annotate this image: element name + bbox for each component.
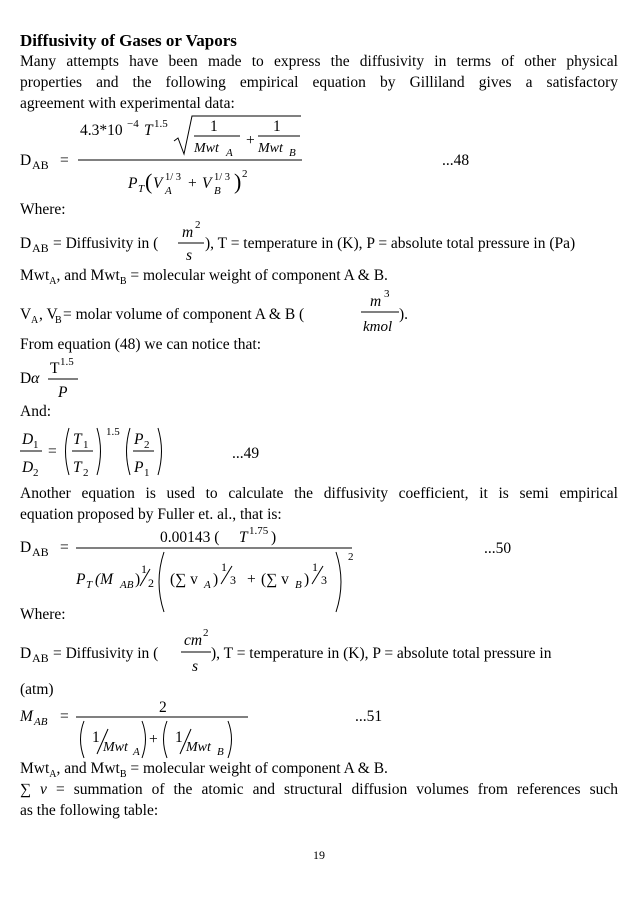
eq48-lhs: D	[20, 152, 32, 169]
eq51-a-mwt: Mwt	[103, 740, 128, 755]
intro-line-3: agreement with experimental data:	[20, 95, 235, 112]
eq50-den-M-close: )	[135, 571, 141, 588]
section-title: Diffusivity of Gases or Vapors	[20, 31, 237, 50]
eq50-num-close: )	[271, 529, 277, 546]
eq50-den-M-sub: AB	[120, 579, 134, 591]
equation-49	[18, 420, 318, 482]
eq49-t2-sub: 2	[83, 467, 89, 479]
intro-line-2: properties and the following empirical equation by Gilliland gives a satisfactory	[20, 74, 618, 91]
def1-text-a: = Diffusivity in (	[53, 235, 159, 252]
eq49-d2: D	[22, 459, 34, 476]
vdef-frac-num-exp: 3	[384, 288, 390, 300]
svg-text:=: =	[60, 539, 69, 556]
eq50-den-P: P	[76, 571, 86, 588]
equation-51	[18, 699, 418, 761]
eq48-den-P-sub: T	[138, 183, 145, 195]
eq48-den-VA: V	[153, 175, 163, 192]
eq48-mwt-b: Mwt	[258, 141, 283, 156]
where-label-2: Where:	[20, 606, 66, 623]
eq49-p2-sub: 2	[144, 439, 150, 451]
where-label-1: Where:	[20, 201, 66, 218]
prop-alpha: α	[31, 370, 40, 387]
eq48-lhs-sub: AB	[32, 158, 49, 172]
prop-den: P	[58, 384, 68, 401]
eq50-sum-va-close: )	[213, 571, 219, 588]
def2-lhs: D	[20, 645, 32, 662]
vdef-sub-a: A	[31, 315, 39, 326]
eq49-d2-sub: 2	[33, 467, 39, 479]
eq50-half-1: 1	[141, 562, 147, 576]
eq50-lhs-sub: AB	[32, 545, 49, 559]
def2-frac-num: cm	[184, 632, 203, 649]
eq48-one-a: 1	[210, 118, 218, 135]
def1-frac-num: m	[182, 224, 194, 241]
eq50-num-T: T	[239, 529, 248, 546]
eq48-num-exp: −4	[127, 118, 139, 130]
def1-lhs-sub: AB	[32, 241, 49, 255]
def2-line2: (atm)	[20, 681, 54, 698]
eq51-b-sub: B	[217, 746, 224, 758]
eq48-exp-third-b: 1/ 3	[214, 172, 231, 183]
def1-frac-den: s	[186, 247, 193, 264]
mwt1-mid: , and Mwt	[56, 267, 120, 284]
def2-text-a: = Diffusivity in (	[53, 645, 159, 662]
and-label: And:	[20, 403, 51, 420]
eq48-den-P: P	[128, 175, 138, 192]
svg-text:=: =	[60, 708, 69, 725]
eq48-mwt-a-sub: A	[226, 147, 233, 159]
eq50-lhs: D	[20, 539, 32, 556]
eq49-p2: P	[134, 431, 144, 448]
mwt1-text: Mwt	[20, 267, 50, 284]
fuller-line-2: equation proposed by Fuller et. al., that is:	[20, 506, 282, 523]
eq51-lhs-sub: AB	[34, 716, 48, 728]
eq51-tag: ...51	[355, 708, 383, 725]
def2-frac-den: s	[192, 658, 199, 675]
prop-num-exp: 1.5	[60, 356, 74, 368]
eq48-mwt-b-sub: B	[289, 147, 296, 159]
v-definition	[18, 286, 438, 338]
eq48-den-VB-sub: B	[214, 185, 221, 196]
mwt2-sub-b: B	[119, 769, 127, 781]
eq50-tag: ...50	[484, 540, 512, 557]
mwt1-sub-a: A	[49, 276, 57, 288]
dab-definition-1	[18, 216, 623, 266]
eq49-tag: ...49	[232, 445, 260, 462]
prop-lhs: D	[20, 370, 32, 387]
eq48-mwt-a: Mwt	[194, 141, 219, 156]
eq50-sum-va-sub: A	[204, 579, 211, 591]
eq48-tag: ...48	[442, 152, 470, 169]
sum-v-line-2: as the following table:	[20, 802, 159, 819]
eq50-den-sq: 2	[348, 551, 354, 563]
eq48-num-T-exp: 1.5	[154, 118, 168, 130]
def2-lhs-sub: AB	[32, 651, 49, 665]
mwt2-text: Mwt	[20, 760, 50, 777]
eq50-third-a-3: 3	[230, 573, 236, 587]
eq50-sum-vb-sub: B	[295, 579, 302, 591]
svg-text:(: (	[145, 169, 153, 194]
proportionality-relation	[18, 353, 108, 403]
eq50-num-T-exp: 1.75	[249, 526, 269, 537]
eq48-exp-third-a: 1/ 3	[165, 172, 182, 183]
eq48-num-T: T	[144, 122, 153, 139]
eq49-d1-sub: 1	[33, 439, 39, 451]
eq48-one-b: 1	[273, 118, 281, 135]
svg-text:=: =	[60, 152, 69, 169]
sum-v-text: = summation of the atomic and structural diffusion volumes from references such	[46, 781, 618, 798]
eq49-t2: T	[73, 459, 82, 476]
sum-v-line-1	[20, 780, 618, 801]
eq50-half-2: 2	[148, 576, 154, 590]
from-eq48-text: From equation (48) we can notice that:	[20, 336, 262, 353]
dab-definition-2	[18, 622, 623, 677]
vdef-text-c: = molar volume of component A & B (	[63, 306, 305, 323]
svg-text:+: +	[188, 175, 197, 192]
vdef-text-d: ).	[399, 306, 409, 323]
eq49-p1: P	[134, 459, 144, 476]
svg-text:): )	[234, 169, 242, 194]
vdef-frac-den: kmol	[363, 319, 393, 335]
def1-lhs: D	[20, 235, 32, 252]
def1-frac-num-exp: 2	[195, 219, 201, 231]
equation-48	[18, 108, 578, 196]
svg-text:+: +	[246, 132, 255, 149]
eq51-a-one: 1	[92, 729, 100, 746]
eq50-sum-vb-close: )	[304, 571, 310, 588]
sum-v-symbol: ∑ v	[20, 781, 47, 798]
eq49-t1: T	[73, 431, 82, 448]
intro-line-1: Many attempts have been made to express the diffusivity in terms of other physical	[20, 53, 618, 70]
mwt2-end: = molecular weight of component A & B.	[126, 760, 388, 777]
def1-text-b: ), T = temperature in (K), P = absolute total pressure in (Pa)	[205, 235, 576, 252]
def2-frac-num-exp: 2	[203, 627, 209, 639]
eq50-third-a-1: 1	[221, 560, 227, 574]
eq48-num-coef: 4.3*10	[80, 122, 123, 139]
eq49-exp: 1.5	[106, 426, 120, 438]
eq50-den-M: (M	[95, 571, 114, 588]
eq51-b-one: 1	[175, 729, 183, 746]
eq50-third-b-3: 3	[321, 573, 327, 587]
eq48-den-sq: 2	[242, 168, 248, 180]
eq48-den-VB: V	[202, 175, 212, 192]
page-number: 19	[313, 848, 325, 862]
eq49-d1: D	[22, 431, 34, 448]
mwt1-sub-b: B	[119, 276, 127, 288]
eq50-num: 0.00143 (	[160, 529, 220, 546]
eq49-t1-sub: 1	[83, 439, 89, 451]
eq51-a-sub: A	[133, 746, 140, 758]
fuller-line-1: Another equation is used to calculate the diffusivity coefficient, it is semi empirical	[20, 485, 618, 502]
eq50-sum-va: (∑ v	[170, 571, 198, 588]
mwt1-end: = molecular weight of component A & B.	[126, 267, 388, 284]
eq50-sum-vb: (∑ v	[261, 571, 289, 588]
equation-50	[18, 526, 618, 616]
eq48-den-VA-sub: A	[165, 185, 172, 196]
mwt2-mid: , and Mwt	[56, 760, 120, 777]
prop-num: T	[50, 360, 60, 377]
vdef-text-a: V	[20, 306, 32, 323]
mwt2-sub-a: A	[49, 769, 57, 781]
eq50-plus: +	[247, 571, 256, 588]
eq50-third-b-1: 1	[312, 560, 318, 574]
svg-text:=: =	[48, 443, 57, 460]
eq51-b-mwt: Mwt	[186, 740, 211, 755]
vdef-text-b: , V	[39, 306, 58, 323]
vdef-frac-num: m	[370, 293, 382, 310]
def2-text-b: ), T = temperature in (K), P = absolute total pressure in	[211, 645, 552, 662]
eq51-num: 2	[159, 699, 167, 716]
vdef-sub-b: B	[55, 315, 62, 326]
eq50-den-P-sub: T	[86, 579, 93, 591]
eq51-plus: +	[149, 731, 158, 748]
eq51-lhs: M	[20, 708, 33, 725]
eq49-p1-sub: 1	[144, 467, 150, 479]
